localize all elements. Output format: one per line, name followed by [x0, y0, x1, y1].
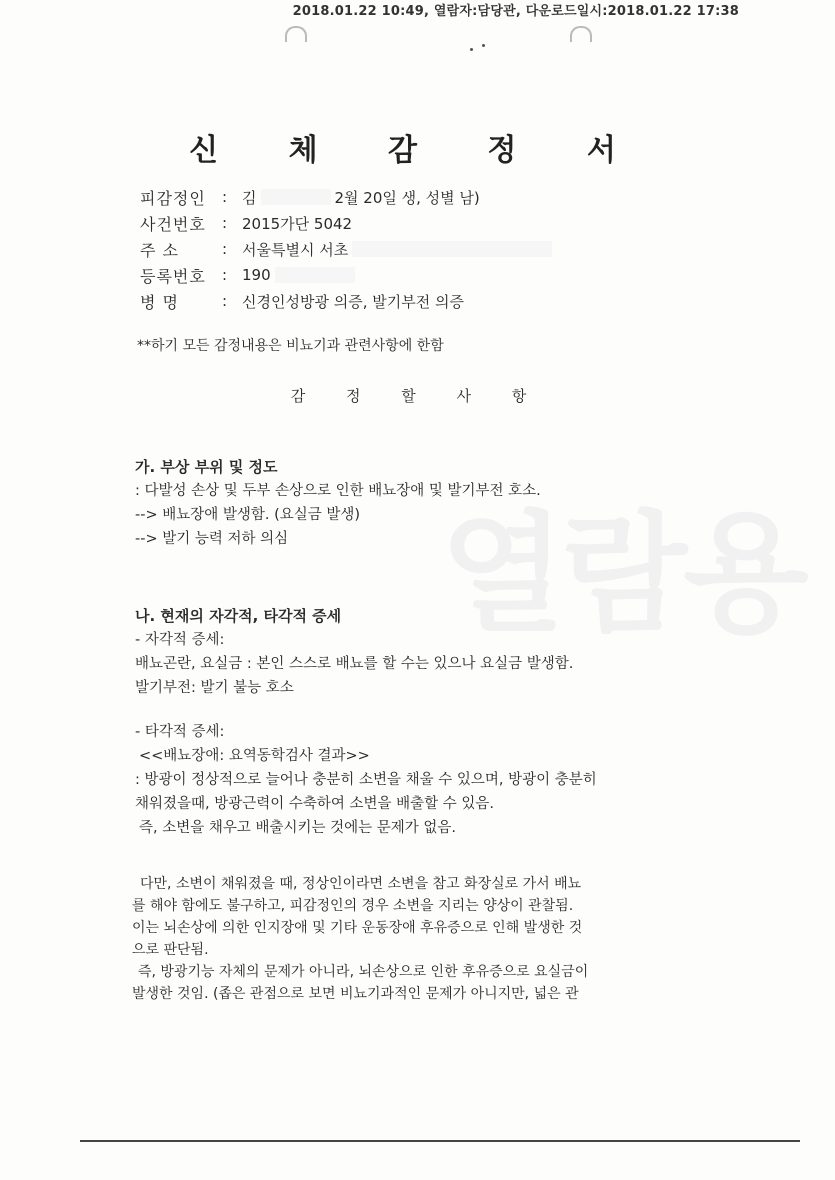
- paragraph-line: 즉, 방광기능 자체의 문제가 아니라, 뇌손상으로 인한 후유증으로 요실금이: [138, 964, 589, 980]
- info-label: 사건번호: [140, 214, 206, 234]
- subheading: - 타각적 증세:: [135, 724, 225, 740]
- section-heading: 나. 현재의 자각적, 타각적 증세: [135, 607, 342, 625]
- faded-watermark: 열람용: [440, 498, 805, 650]
- subheading: - 자각적 증세:: [135, 632, 225, 648]
- paragraph-line: 를 해야 함에도 불구하고, 피감정인의 경우 소변을 지리는 양상이 관찰됨.: [132, 898, 574, 914]
- punch-hole-left: [285, 26, 307, 42]
- paragraph-line: 다만, 소변이 채워졌을 때, 정상인이라면 소변을 참고 화장실로 가서 배뇨: [140, 876, 582, 892]
- info-colon: :: [222, 214, 228, 232]
- info-label: 주 소: [140, 240, 179, 260]
- scope-note: **하기 모든 감정내용은 비뇨기과 관련사항에 한함: [137, 338, 444, 354]
- objective-block: [135, 720, 597, 840]
- paragraph-line: 발생한 것임. (좁은 관점으로 보면 비뇨기과적인 문제가 아니지만, 넓은 관: [132, 986, 579, 1002]
- info-colon: :: [222, 240, 228, 258]
- info-label: 병 명: [140, 292, 179, 312]
- redaction-mark: [352, 241, 552, 257]
- section-a: [135, 455, 541, 551]
- paragraph-line: 이는 뇌손상에 의한 인지장애 및 기타 운동장애 후유증으로 인해 발생한 것: [132, 920, 583, 936]
- info-value: 190: [242, 266, 271, 284]
- section-line: --> 발기 능력 저하 의심: [135, 531, 289, 547]
- redaction-mark: [275, 267, 355, 283]
- info-colon: :: [222, 188, 228, 206]
- info-colon: :: [222, 266, 228, 284]
- info-colon: :: [222, 292, 228, 310]
- bottom-rule: [80, 1140, 800, 1142]
- section-line: 배뇨곤란, 요실금 : 본인 스스로 배뇨를 할 수는 있으나 요실금 발생함.: [135, 656, 574, 672]
- section-line: 채워졌을때, 방광근력이 수축하여 소변을 배출할 수 있음.: [135, 796, 495, 812]
- section-title: 감 정 할 사 항: [290, 387, 545, 405]
- section-line: : 방광이 정상적으로 늘어나 충분히 소변을 채울 수 있으며, 방광이 충분히: [135, 772, 597, 788]
- paragraph-line: 으로 판단됨.: [132, 942, 209, 958]
- info-row-case: [140, 210, 556, 236]
- analysis-paragraph: [132, 873, 588, 1005]
- section-line: --> 배뇨장애 발생함. (요실금 발생): [135, 507, 361, 523]
- scan-speck: [482, 44, 485, 47]
- scan-speck: [470, 48, 473, 51]
- info-row-address: [140, 236, 556, 262]
- info-label: 피감정인: [140, 188, 206, 208]
- info-row-disease: [140, 288, 556, 314]
- info-label: 등록번호: [140, 266, 206, 286]
- section-line: 즉, 소변을 채우고 배출시키는 것에는 문제가 없음.: [139, 820, 457, 836]
- info-value: 김: [242, 188, 257, 207]
- section-heading: 가. 부상 부위 및 정도: [135, 458, 278, 476]
- document-title: 신 체 감 정 서: [189, 133, 646, 168]
- info-row-reg: [140, 262, 556, 288]
- info-value: 서울특별시 서초: [242, 240, 349, 259]
- section-line: : 다발성 손상 및 두부 손상으로 인한 배뇨장애 및 발기부전 호소.: [135, 483, 541, 499]
- section-line: 발기부전: 발기 불능 호소: [135, 680, 294, 696]
- redaction-mark: [261, 189, 331, 205]
- patient-info: [140, 184, 556, 314]
- info-value: 신경인성방광 의증, 발기부전 의증: [242, 292, 464, 311]
- header-strip: 2018.01.22 10:49, 열람자:담당관, 다운로드일시:2018.01.22 17:38: [292, 4, 739, 19]
- info-value: 2015가단 5042: [242, 214, 353, 233]
- test-result-label: <<배뇨장애: 요역동학검사 결과>>: [139, 748, 370, 764]
- punch-hole-right: [570, 26, 592, 42]
- info-value: 2월 20일 생, 성별 남): [334, 188, 480, 207]
- section-b: [135, 604, 573, 700]
- info-row-patient: [140, 184, 556, 210]
